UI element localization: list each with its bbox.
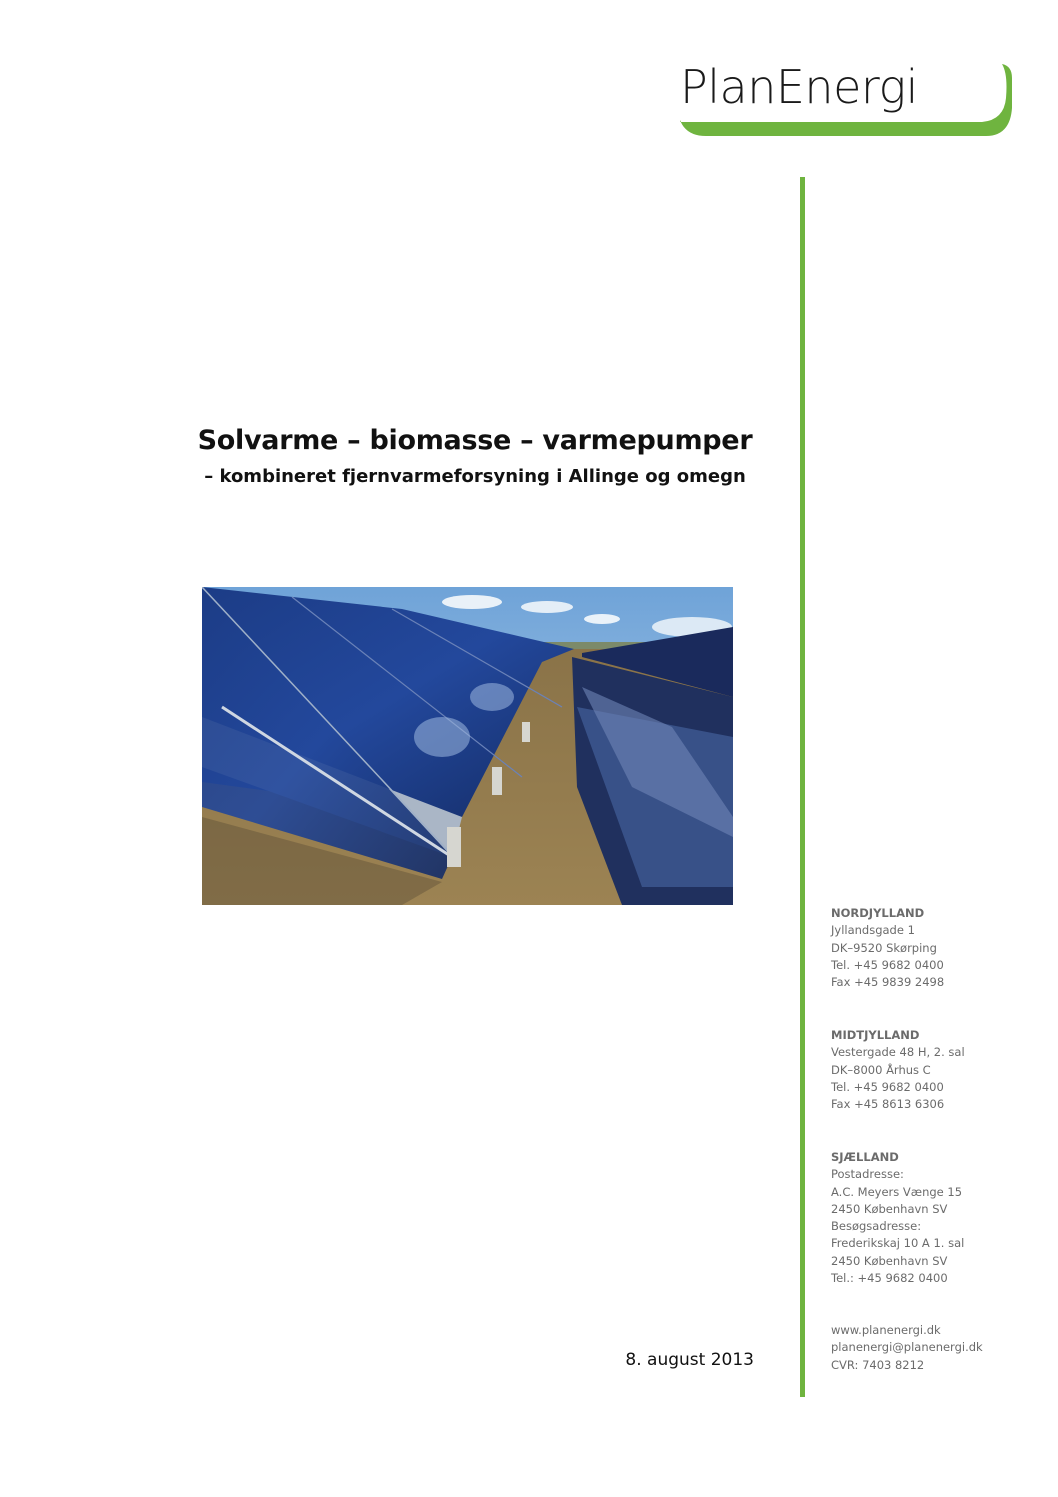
office-midtjylland (831, 1027, 1051, 1113)
fax-line: Fax +45 9839 2498 (831, 975, 945, 990)
postal-line: 2450 København SV (831, 1201, 948, 1216)
address-line: Jyllandsgade 1 (831, 923, 915, 938)
office-sjaelland (831, 1149, 1051, 1287)
postal-line: DK–8000 Århus C (831, 1062, 931, 1077)
postal-line: DK–9520 Skørping (831, 940, 937, 955)
address-line: Vestergade 48 H, 2. sal (831, 1045, 965, 1060)
office-heading: MIDTJYLLAND (831, 1028, 920, 1042)
vertical-divider (800, 177, 805, 1397)
address-label: Postadresse: (831, 1167, 904, 1182)
document-date: 8. august 2013 (625, 1350, 754, 1370)
document-subtitle: – kombineret fjernvarmeforsyning i Allinge og omegn (204, 466, 746, 487)
office-nordjylland (831, 905, 1051, 991)
document-title: Solvarme – biomasse – varmepumper (197, 425, 753, 456)
phone-line: Tel. +45 9682 0400 (831, 1079, 944, 1094)
cvr-number: CVR: 7403 8212 (831, 1357, 925, 1372)
phone-line: Tel.: +45 9682 0400 (831, 1271, 948, 1286)
visit-address-label: Besøgsadresse: (831, 1219, 922, 1234)
visit-address-line: Frederikskaj 10 A 1. sal (831, 1236, 965, 1251)
website-link[interactable]: www.planenergi.dk (831, 1323, 941, 1337)
address-line: A.C. Meyers Vænge 15 (831, 1184, 963, 1199)
web-contact (831, 1322, 1051, 1374)
solar-collector-photo (202, 587, 733, 905)
planenergi-logo (676, 58, 1014, 140)
phone-line: Tel. +45 9682 0400 (831, 957, 944, 972)
visit-postal-line: 2450 København SV (831, 1253, 948, 1268)
logo-wordmark: PlanEnergi (680, 60, 918, 114)
office-heading: NORDJYLLAND (831, 906, 925, 920)
email-link[interactable]: planenergi@planenergi.dk (831, 1340, 983, 1355)
fax-line: Fax +45 8613 6306 (831, 1097, 945, 1112)
office-heading: SJÆLLAND (831, 1150, 899, 1164)
